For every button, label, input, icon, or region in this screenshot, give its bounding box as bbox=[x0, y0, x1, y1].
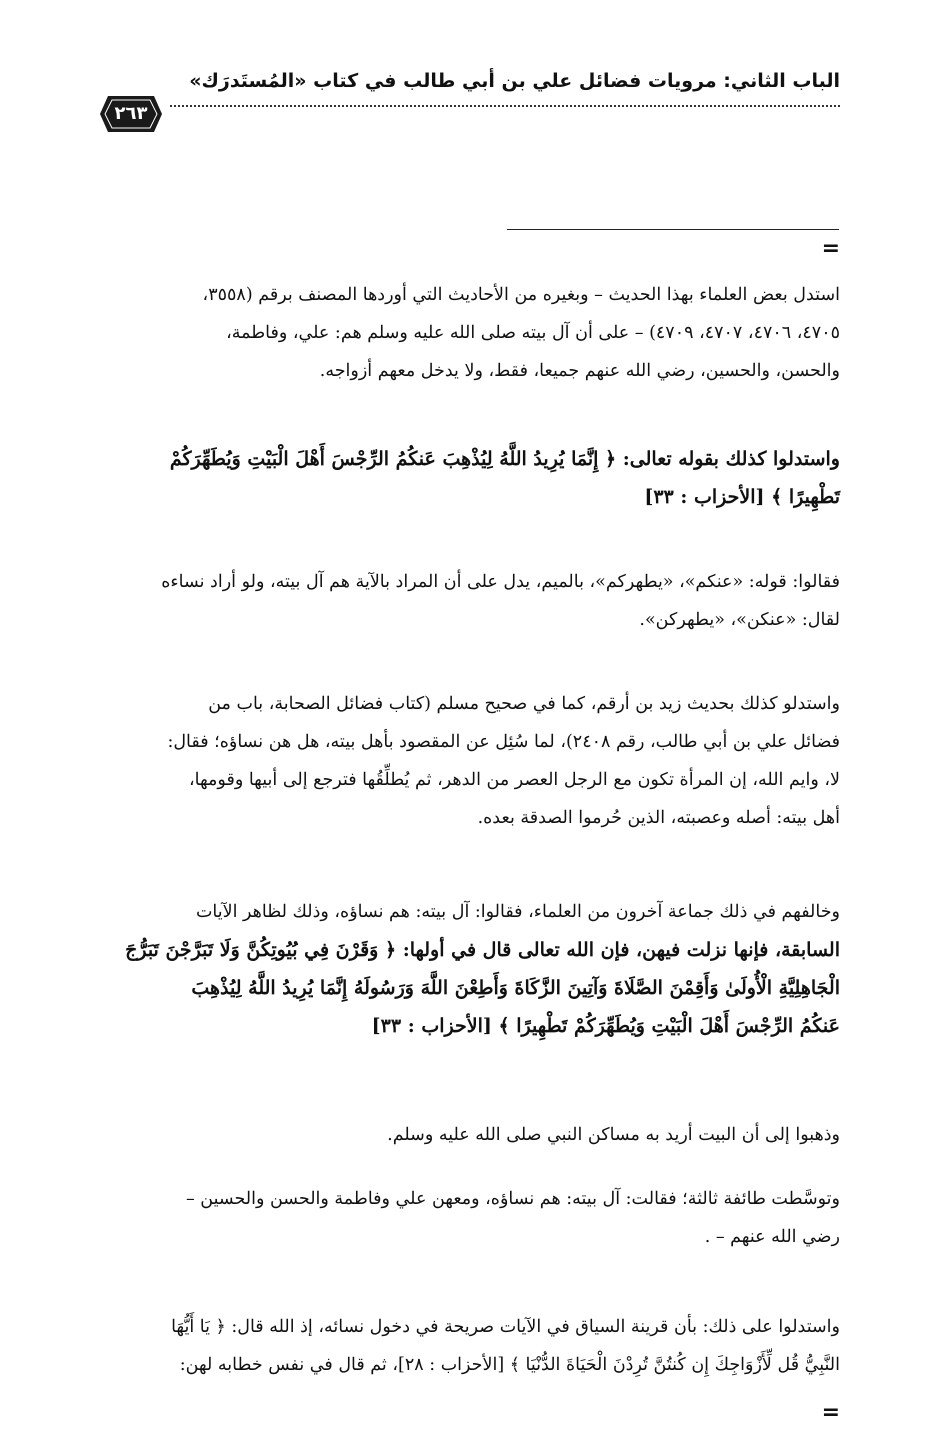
text-line: واستدلوا على ذلك: بأن قرينة السياق في الآيات صريحة في دخول نسائه، إذ الله قال: ﴿ يَا أَيُّهَا bbox=[171, 1317, 840, 1337]
text-line: واستدلوا كذلك بقوله تعالى: ﴿ إِنَّمَا يُرِيدُ اللَّهُ لِيُذْهِبَ عَنكُمُ الرِّجْسَ أَهْلَ الْبَيْتِ وَيُطَهِّرَكُمْ bbox=[169, 448, 840, 470]
paragraph-5 bbox=[100, 893, 840, 1045]
text-line: عَنكُمُ الرِّجْسَ أَهْلَ الْبَيْتِ وَيُطَهِّرَكُمْ تَطْهِيرًا ﴾ [الأحزاب : ٣٣] bbox=[371, 1015, 840, 1037]
text-line: والحسن، والحسين، رضي الله عنهم جميعا، فقط، ولا يدخل معهم أزواجه. bbox=[319, 361, 840, 381]
text-line: ٤٧٠٥، ٤٧٠٦، ٤٧٠٧، ٤٧٠٩) – على أن آل بيته صلى الله عليه وسلم هم: علي، وفاطمة، bbox=[226, 323, 840, 343]
running-header: الباب الثاني: مرويات فضائل علي بن أبي طالب في كتاب «المُستَدرَك» bbox=[189, 70, 840, 92]
text-line: واستدلو كذلك بحديث زيد بن أرقم، كما في صحيح مسلم (كتاب فضائل الصحابة، باب من bbox=[208, 694, 840, 714]
paragraph-6 bbox=[100, 1116, 840, 1154]
footnote-divider bbox=[507, 229, 839, 230]
paragraph-4 bbox=[100, 685, 840, 837]
text-line: وذهبوا إلى أن البيت أريد به مساكن النبي صلى الله عليه وسلم. bbox=[387, 1125, 840, 1145]
text-line: تَطْهِيرًا ﴾ [الأحزاب : ٣٣] bbox=[644, 486, 840, 508]
text-line: لا، وايم الله، إن المرأة تكون مع الرجل العصر من الدهر، ثم يُطلِّقُها فترجع إلى أبيها وقومها، bbox=[189, 770, 840, 790]
continuation-mark-top: = bbox=[821, 236, 840, 261]
page-number-badge bbox=[98, 92, 164, 136]
page-number: ٢٦٣ bbox=[114, 103, 148, 124]
text-line: النَّبِيُّ قُل لِّأَزْوَاجِكَ إِن كُنتُنَّ تُرِدْنَ الْحَيَاةَ الدُّنْيَا ﴾ [الأحزاب : ٢٨]، ثم قال في نفس خطابه لهن: bbox=[179, 1355, 840, 1375]
text-line: فضائل علي بن أبي طالب، رقم ٢٤٠٨)، لما سُئِل عن المقصود بأهل بيته، هل هن نساؤه؛ فقال: bbox=[167, 732, 840, 752]
text-line: الْجَاهِلِيَّةِ الْأُولَىٰ وَأَقِمْنَ الصَّلَاةَ وَآتِينَ الزَّكَاةَ وَأَطِعْنَ اللَّهَ وَرَسُولَهُ إِنَّمَا يُرِيدُ اللَّهُ لِيُذْهِبَ bbox=[191, 977, 840, 999]
header-dotted-rule bbox=[170, 105, 840, 107]
text-line: السابقة، فإنها نزلت فيهن، فإن الله تعالى قال في أولها: ﴿ وَقَرْنَ فِي بُيُوتِكُنَّ وَلَا تَبَرَّجْنَ تَبَرُّجَ bbox=[125, 939, 840, 961]
continuation-mark-bottom: = bbox=[821, 1400, 840, 1425]
text-line: رضي الله عنهم – . bbox=[704, 1227, 840, 1247]
text-line: استدل بعض العلماء بهذا الحديث – وبغيره من الأحاديث التي أوردها المصنف برقم (٣٥٥٨، bbox=[202, 285, 840, 305]
text-line: أهل بيته: أصله وعصبته، الذين حُرموا الصدقة بعده. bbox=[477, 808, 840, 828]
paragraph-2 bbox=[100, 440, 840, 516]
text-line: وتوسَّطت طائفة ثالثة؛ فقالت: آل بيته: هم نساؤه، ومعهن علي وفاطمة والحسن والحسين – bbox=[185, 1189, 840, 1209]
paragraph-7 bbox=[100, 1180, 840, 1256]
paragraph-1 bbox=[100, 276, 840, 390]
paragraph-8 bbox=[100, 1308, 840, 1384]
text-line: وخالفهم في ذلك جماعة آخرون من العلماء، فقالوا: آل بيته: هم نساؤه، وذلك لظاهر الآيات bbox=[195, 902, 840, 922]
paragraph-3 bbox=[100, 563, 840, 639]
text-line: لقال: «عنكن»، «يطهركن». bbox=[639, 610, 840, 630]
text-line: فقالوا: قوله: «عنكم»، «يطهركم»، بالميم، يدل على أن المراد بالآية هم آل بيته، ولو أراد نساءه bbox=[161, 572, 840, 592]
